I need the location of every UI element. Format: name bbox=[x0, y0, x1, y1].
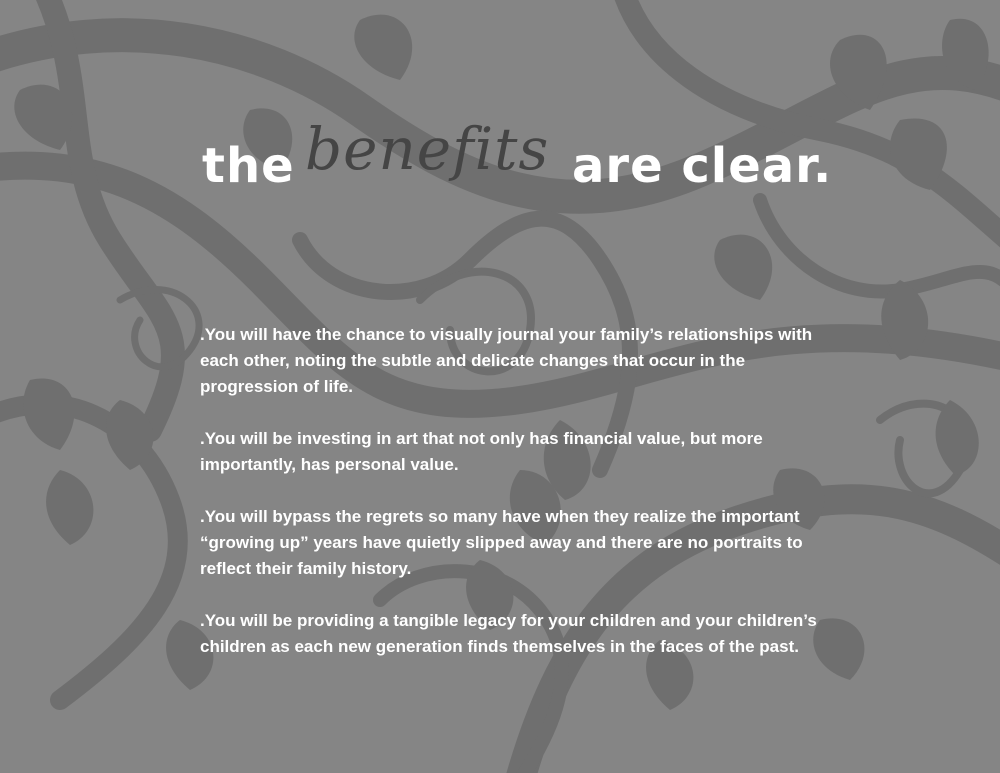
benefit-paragraph: .You will bypass the regrets so many have when they realize the important “growing up” years have quietly slipped away and there are no portraits to reflect their family history. bbox=[200, 507, 803, 578]
leaf-shape bbox=[23, 378, 74, 450]
headline-tail: are clear. bbox=[572, 138, 833, 194]
leaf-shape bbox=[46, 470, 93, 545]
leaf-shape bbox=[354, 15, 412, 80]
headline-lead: the bbox=[202, 138, 295, 194]
benefit-paragraph: .You will be investing in art that not only has financial value, but more importantly, has personal value. bbox=[200, 429, 763, 474]
benefit-paragraph: .You will have the chance to visually journal your family’s relationships with each other, noting the subtle and delicate changes that occur in the progression of life. bbox=[200, 325, 813, 396]
benefits-list bbox=[200, 322, 840, 686]
benefit-paragraph: .You will be providing a tangible legacy for your children and your children’s children as each new generation finds themselves in the faces of the past. bbox=[200, 611, 817, 656]
leaf-shape bbox=[936, 400, 979, 475]
leaf-shape bbox=[714, 235, 772, 300]
headline-script-word: benefits bbox=[305, 115, 550, 183]
page-headline bbox=[200, 115, 900, 230]
leaf-shape bbox=[14, 85, 72, 150]
